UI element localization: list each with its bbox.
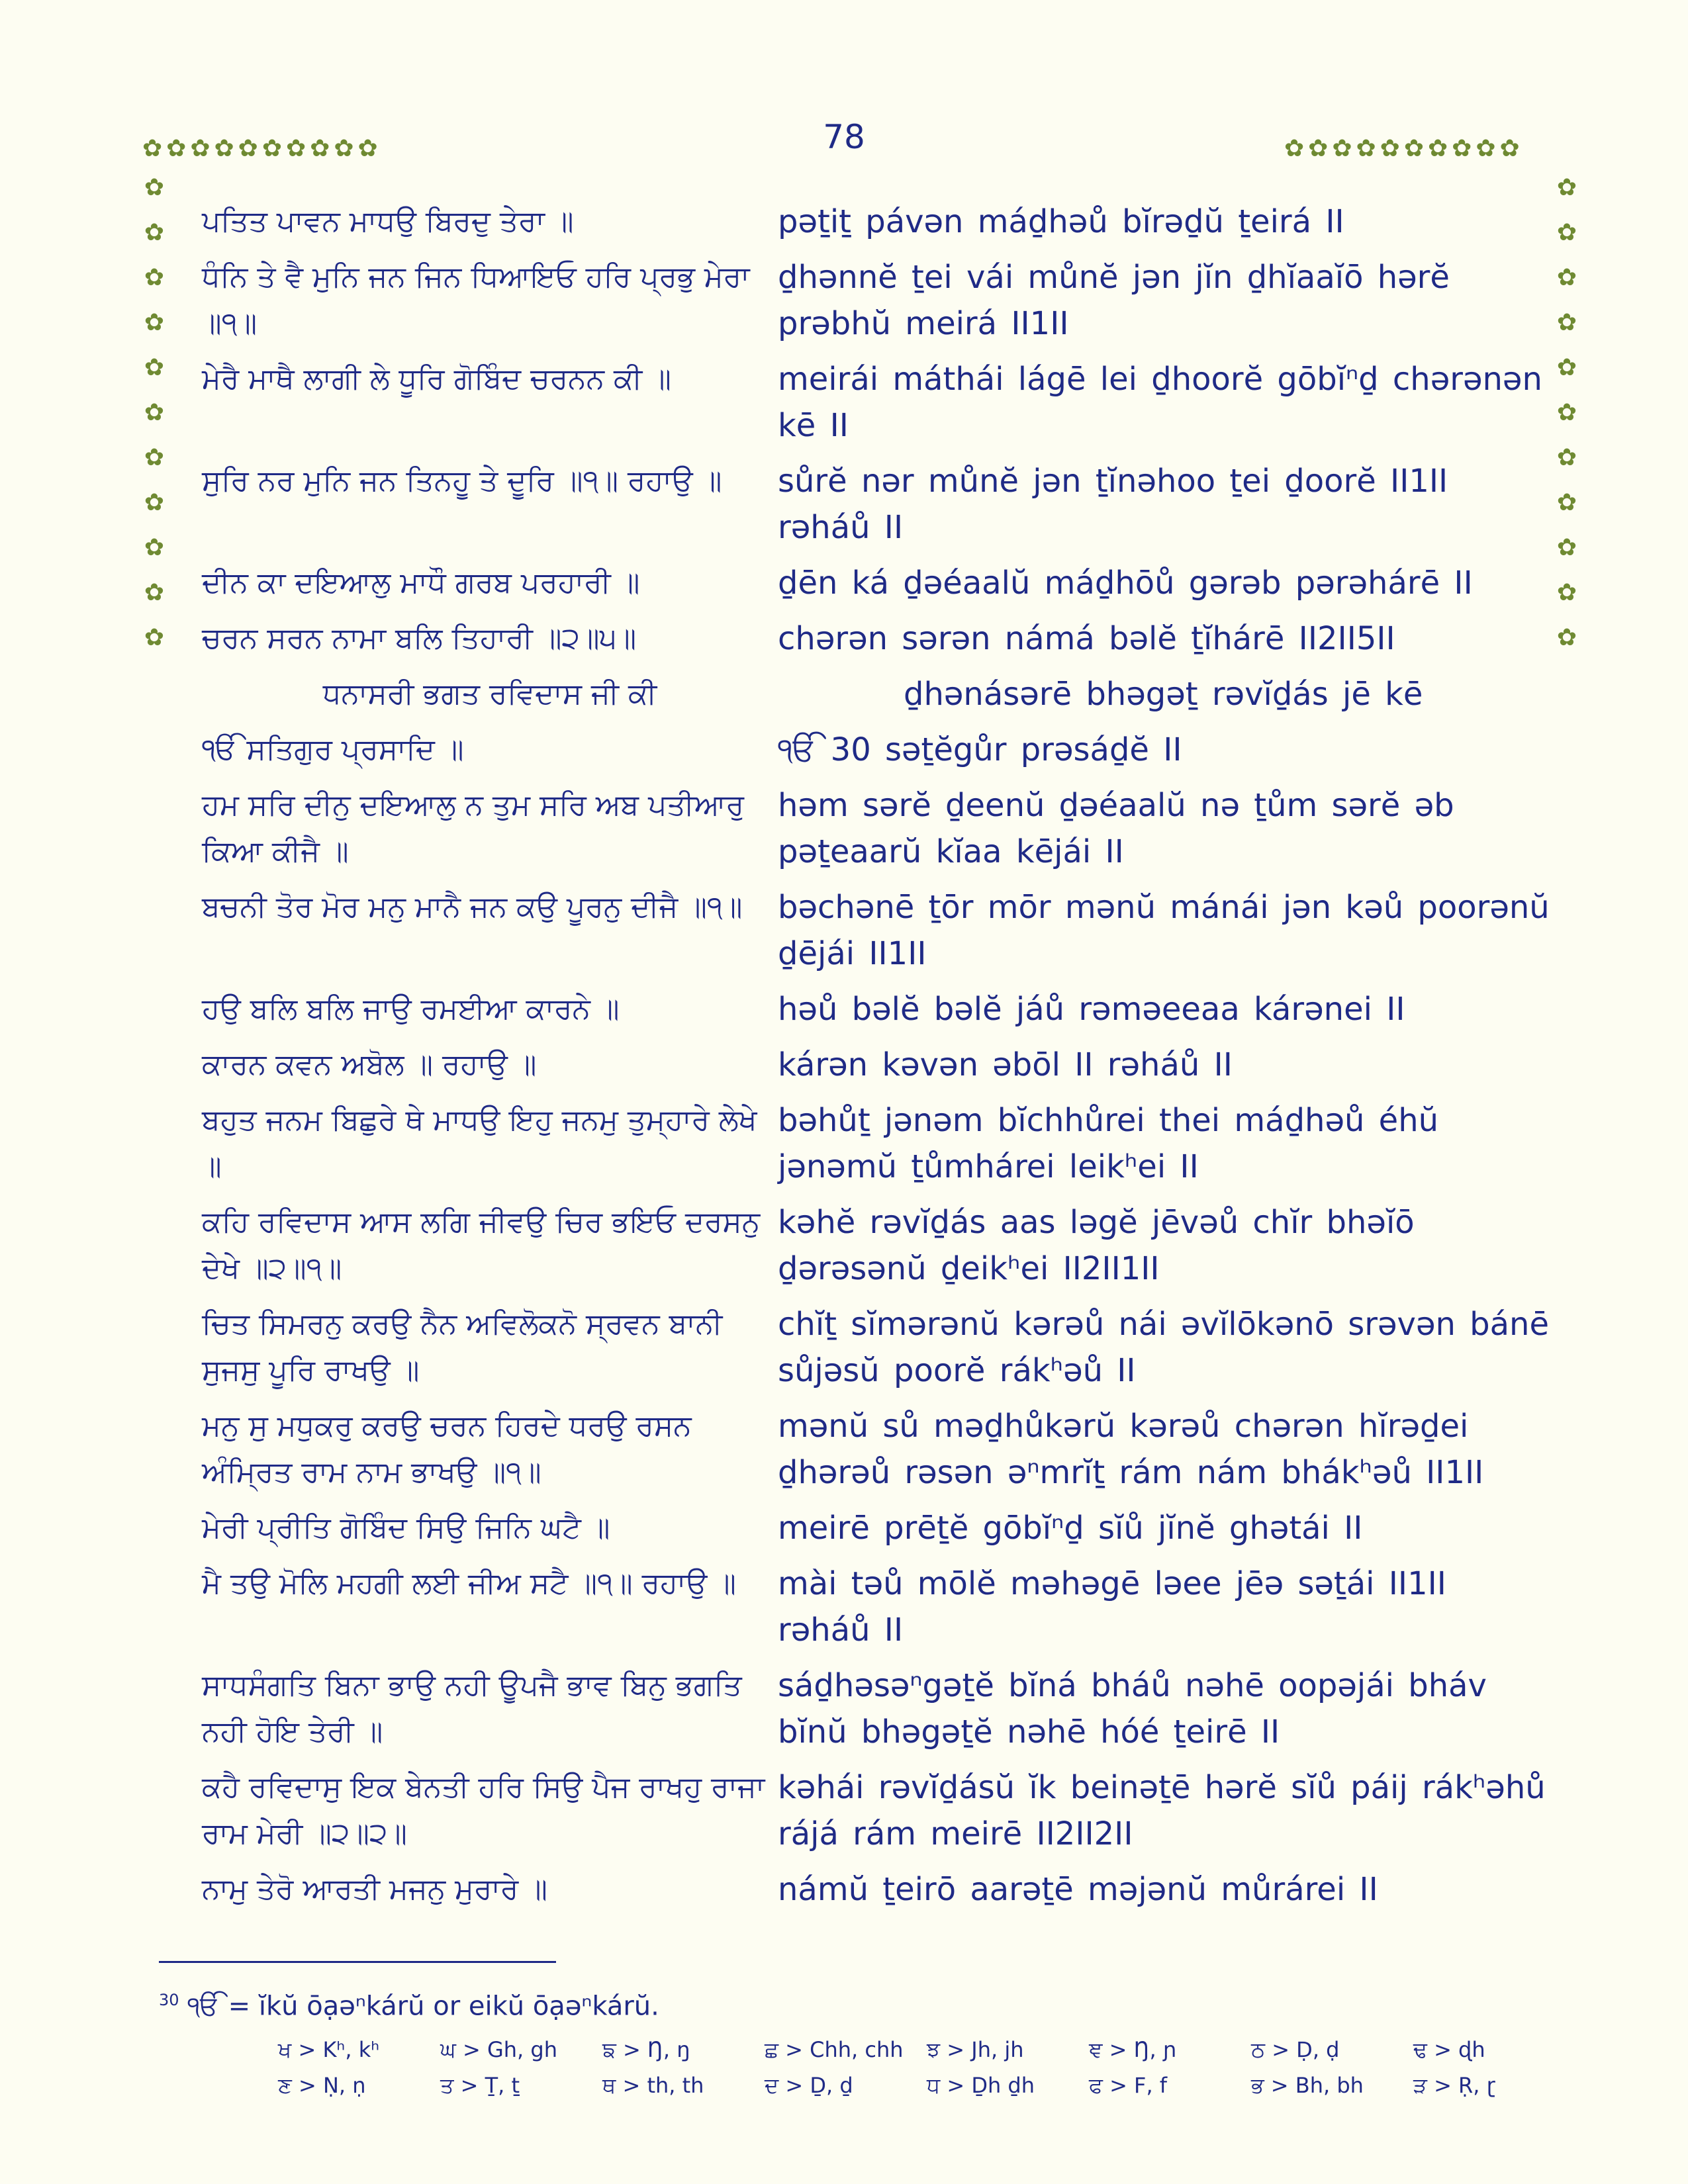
transliteration-line: sůrĕ nər můnĕ jən ṯĭnəhoo ṯei ḏoorĕ II1II rəháů II [778,463,1448,546]
transliteration-line: ḏēn ká ḏəéaalŭ máḏhōů gərəb pərəhárē II [778,565,1473,602]
verse-row [202,884,1552,977]
transliteration-line: meirē prēṯĕ gōbĭⁿḏ sĭů jĭnĕ ghətái II [778,1510,1363,1547]
gurmukhi-line: ਪਤਿਤ ਪਾਵਨ ਮਾਧਉ ਬਿਰਦੁ ਤੇਰਾ ॥ [202,205,574,238]
verse-row [202,986,1552,1032]
verse-row [202,254,1552,347]
key-entry: ਦ > Ḏ, ḏ [765,2073,853,2098]
key-entry: ਝ > Jh, jh [927,2037,1024,2062]
verse-row [202,615,1552,662]
transliteration-line: mài təů mōlĕ məhəgē ləee jēə səṯái II1II rəháů II [778,1565,1446,1649]
transliteration-line: bəhůṯ jənəm bĭchhůrei thei máḏhəů éhŭ jənəmŭ ṯůmhárei leikʰei II [778,1102,1439,1185]
gurmukhi-line: ਹਉ ਬਲਿ ਬਲਿ ਜਾਉ ਰਮਈਆ ਕਾਰਨੇ ॥ [202,992,620,1026]
key-entry: ੜ > Ṛ, ɽ [1413,2073,1495,2098]
footnote-number: 30 [159,1991,179,2009]
gurmukhi-line: ਧੰਨਿ ਤੇ ਵੈ ਮੁਨਿ ਜਨ ਜਿਨ ਧਿਆਇਓ ਹਰਿ ਪ੍ਰਭੁ ਮੇਰਾ ॥੧॥ [202,260,750,340]
transliteration-line: bəchənē ṯōr mōr mənŭ mánái jən kəů poorənŭ ḏējái II1II [778,889,1550,972]
flower-ornament-icon: ✿ ✿ ✿ ✿ ✿ ✿ ✿ ✿ ✿ ✿ ✿ [144,174,165,651]
transliteration-line: chərən sərən námá bəlĕ ṯĭhárē II2II5II [778,620,1395,657]
transliteration-line: námŭ ṯeirō aarəṯē məjənŭ můrárei II [778,1871,1378,1908]
key-entry: ਙ > Ŋ, ŋ [602,2037,690,2062]
verse-row [202,1866,1552,1913]
gurmukhi-line: ਕਾਰਨ ਕਵਨ ਅਬੋਲ ॥ ਰਹਾਉ ॥ [202,1048,537,1081]
gurmukhi-line: ਮਨੁ ਸੁ ਮਧੁਕਰੁ ਕਰਉ ਚਰਨ ਹਿਰਦੇ ਧਰਉ ਰਸਨ ਅੰਮ੍ਰਿਤ ਰਾਮ ਨਾਮ ਭਾਖਉ ॥੧॥ [202,1409,692,1489]
gurmukhi-line: ਚਿਤ ਸਿਮਰਨੁ ਕਰਉ ਨੈਨ ਅਵਿਲੋਕਨੋ ਸ੍ਰਵਨ ਬਾਨੀ ਸੁਜਸੁ ਪੂਰਿ ਰਾਖਉ ॥ [202,1307,723,1387]
gurmukhi-line: ਕਹਿ ਰਵਿਦਾਸ ਆਸ ਲਗਿ ਜੀਵਉ ਚਿਰ ਭਇਓ ਦਰਸਨੁ ਦੇਖੇ ॥੨॥੧॥ [202,1205,761,1285]
transliteration-line: chĭṯ sĭmərənŭ kərəů nái əvĭlōkənō srəvən bánē sůjəsŭ poorĕ rákʰəů II [778,1306,1550,1389]
verse-row [202,458,1552,551]
transliteration-line: kárən kəvən əbōl II rəháů II [778,1046,1233,1083]
gurmukhi-line: ਮੇਰੀ ਪ੍ਰੀਤਿ ਗੋਬਿੰਦ ਸਿਉ ਜਿਨਿ ਘਟੈ ॥ [202,1511,610,1545]
transliteration-line: həů bəlĕ bəlĕ jáů rəməeeaa kárənei II [778,991,1405,1028]
footnote-divider [159,1961,556,1963]
verse-row [202,782,1552,875]
transliteration-line: kəhái rəvĭḏásŭ ĭk beinəṯē hərĕ sĭů páij rákʰəhů rájá rám meirē II2II2II [778,1769,1546,1852]
flower-ornament-icon: ✿✿✿✿✿✿✿✿✿✿ [142,135,382,162]
transliteration-line: sáḏhəsəⁿgəṯĕ bĭná bháů nəhē oopəjái bháv bĭnŭ bhəgəṯĕ nəhē hóé ṯeirē II [778,1667,1487,1751]
gurmukhi-line: ਕਹੈ ਰਵਿਦਾਸੁ ਇਕ ਬੇਨਤੀ ਹਰਿ ਸਿਉ ਪੈਜ ਰਾਖਹੁ ਰਾਜਾ ਰਾਮ ਮੇਰੀ ॥੨॥੨॥ [202,1770,765,1850]
key-entry: ਫ > F, f [1089,2073,1168,2098]
transliteration-line: mənŭ sů məḏhůkərŭ kərəů chərən hĭrəḏei ḏhərəů rəsən əⁿmrĭṯ rám nám bhákʰəů II1II [778,1408,1484,1491]
key-entry: ਖ > Kʰ, kʰ [278,2037,380,2062]
verse-row [202,1301,1552,1394]
key-row [278,2032,1575,2068]
key-entry: ਞ > Ŋ, ɲ [1089,2037,1177,2062]
gurmukhi-line: ਦੀਨ ਕਾ ਦਇਆਲੁ ਮਾਧੌ ਗਰਬ ਪਰਹਾਰੀ ॥ [202,566,640,600]
footnote-text: ੴ = ĭkŭ ōạəⁿkárŭ or eikŭ ōạəⁿkárŭ. [187,1991,659,2022]
transliteration-line: həm sərĕ ḏeenŭ ḏəéaalŭ nə ṯům sərĕ əb pəṯeaarŭ kĭaa kējái II [778,787,1454,870]
transliteration-line: kəhĕ rəvĭḏás aas ləgĕ jēvəů chĭr bhəĭō ḏərəsənŭ ḏeikʰei II2II1II [778,1204,1415,1287]
verse-row [202,1097,1552,1190]
key-entry: ਠ > Ḍ, ḍ [1251,2037,1340,2062]
gurmukhi-line: ਮੇਰੈ ਮਾਥੈ ਲਾਗੀ ਲੇ ਧੂਰਿ ਗੋਬਿੰਦ ਚਰਨਨ ਕੀ ॥ [202,362,671,396]
section-heading-gurmukhi: ਧਨਾਸਰੀ ਭਗਤ ਰਵਿਦਾਸ ਜੀ ਕੀ [322,677,657,711]
verse-table [202,199,1552,1922]
verse-row [202,356,1552,449]
verse-row [202,1042,1552,1088]
gurmukhi-line: ੴ ਸਤਿਗੁਰ ਪ੍ਰਸਾਦਿ ॥ [202,733,464,766]
key-entry: ਥ > th, th [602,2073,704,2098]
gurmukhi-line: ਬਚਨੀ ਤੋਰ ਮੋਰ ਮਨੁ ਮਾਨੈ ਜਨ ਕਉ ਪੂਰਨੁ ਦੀਜੈ ॥੧॥ [202,890,743,924]
transliteration-line: pəṯiṯ pávən máḏhəů bĭrəḏŭ ṯeirá II [778,203,1344,240]
transliteration-line: meirái máthái lágē lei ḏhoorĕ gōbĭⁿḏ chərənən kē II [778,361,1542,444]
gurmukhi-line: ਸਾਧਸੰਗਤਿ ਬਿਨਾ ਭਾਉ ਨਹੀ ਊਪਜੈ ਭਾਵ ਬਿਨੁ ਭਗਤਿ ਨਹੀ ਹੋਇ ਤੇਰੀ ॥ [202,1668,742,1749]
footnote [159,1980,659,2026]
flower-ornament-icon: ✿ ✿ ✿ ✿ ✿ ✿ ✿ ✿ ✿ ✿ ✿ [1556,174,1577,651]
verse-row [202,1505,1552,1551]
key-entry: ਘ > Gh, gh [440,2037,557,2062]
verse-row [202,1662,1552,1755]
gurmukhi-line: ਸੁਰਿ ਨਰ ਮੁਨਿ ਜਨ ਤਿਨਹੂ ਤੇ ਦੂਰਿ ॥੧॥ ਰਹਾਉ ॥ [202,464,722,498]
gurmukhi-line: ਚਰਨ ਸਰਨ ਨਾਮਾ ਬਲਿ ਤਿਹਾਰੀ ॥੨॥੫॥ [202,621,637,655]
gurmukhi-line: ਹਮ ਸਰਿ ਦੀਨੁ ਦਇਆਲੁ ਨ ਤੁਮ ਸਰਿ ਅਬ ਪਤੀਆਰੁ ਕਿਆ ਕੀਜੈ ॥ [202,788,745,868]
gurmukhi-line: ਨਾਮੁ ਤੇਰੋ ਆਰਤੀ ਮਜਨੁ ਮੁਰਾਰੇ ॥ [202,1872,547,1906]
transliteration-line: ḏhənnĕ ṯei vái můnĕ jən jĭn ḏhĭaaĭō hərĕ prəbhŭ meirá II1II [778,259,1450,342]
verse-row [202,560,1552,606]
key-entry: ਛ > Chh, chh [765,2037,904,2062]
verse-row [202,1561,1552,1653]
section-heading-row [202,671,1552,717]
flower-ornament-icon: ✿✿✿✿✿✿✿✿✿✿ [1284,135,1524,162]
key-entry: ਤ > Ṯ, ṯ [440,2073,520,2098]
verse-row [202,1199,1552,1292]
transliteration-line: ੴ 30 səṯĕgůr prəsáḏĕ II [778,731,1182,768]
verse-row [202,1403,1552,1496]
key-entry: ਭ > Bh, bh [1251,2073,1364,2098]
key-entry: ਢ > ɖh [1413,2037,1485,2062]
verse-row [202,199,1552,245]
key-entry: ਧ > Ḏh ḏh [927,2073,1035,2098]
verse-row [202,1764,1552,1857]
verse-row [202,727,1552,773]
page-number: 78 [823,118,865,156]
key-entry: ਣ > Ṇ, ṇ [278,2073,366,2098]
key-row [278,2068,1575,2103]
gurmukhi-line: ਮੈ ਤਉ ਮੋਲਿ ਮਹਗੀ ਲਈ ਜੀਅ ਸਟੈ ॥੧॥ ਰਹਾਉ ॥ [202,1567,736,1600]
section-heading-transliteration: ḏhənásərē bhəgəṯ rəvĭḏás jē kē [904,676,1423,713]
gurmukhi-line: ਬਹੁਤ ਜਨਮ ਬਿਛੁਰੇ ਥੇ ਮਾਧਉ ਇਹੁ ਜਨਮੁ ਤੁਮ੍ਹਾਰੇ ਲੇਖੇ ॥ [202,1103,757,1183]
transliteration-key [278,2032,1575,2103]
